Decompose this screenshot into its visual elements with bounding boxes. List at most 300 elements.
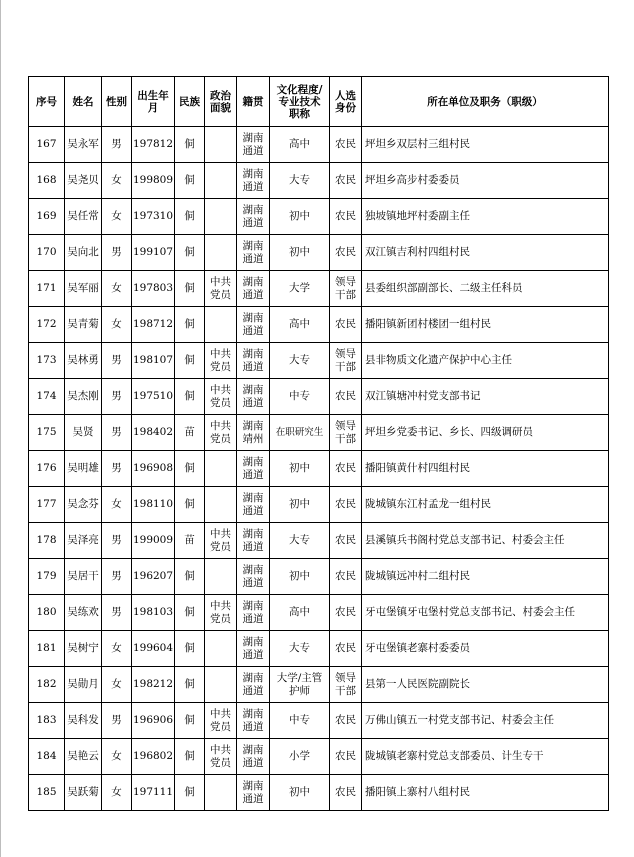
- cell-politics: [205, 739, 237, 775]
- cell-identity-line: 农民: [335, 210, 356, 222]
- cell-politics-line: 党员: [210, 432, 231, 445]
- cell-name: 吴任常: [65, 199, 102, 235]
- cell-identity: [330, 379, 362, 415]
- cell-education: [270, 379, 330, 415]
- cell-education: [270, 415, 330, 451]
- cell-identity-line: 干部: [335, 432, 356, 445]
- cell-origin-line: 湖南: [242, 347, 264, 360]
- cell-identity: [330, 415, 362, 451]
- cell-origin-line: 通道: [242, 720, 264, 733]
- cell-education: [270, 307, 330, 343]
- cell-identity-line: 农民: [335, 138, 356, 150]
- cell-gender: 男: [102, 559, 132, 595]
- cell-origin: [237, 307, 270, 343]
- header-ethnicity: 民族: [175, 77, 205, 127]
- cell-name: 吴练欢: [65, 595, 102, 631]
- table-row: [29, 451, 609, 487]
- cell-education-line: 初中: [289, 462, 310, 474]
- cell-politics: [205, 451, 237, 487]
- cell-politics-line: 中共: [210, 527, 231, 540]
- cell-identity: [330, 451, 362, 487]
- cell-politics-line: 中共: [210, 275, 231, 288]
- cell-identity: [330, 559, 362, 595]
- cell-origin-line: 通道: [242, 612, 264, 625]
- cell-politics: [205, 199, 237, 235]
- cell-origin: [237, 487, 270, 523]
- cell-unit: 陇城镇东江村孟龙一组村民: [362, 487, 609, 523]
- cell-birth: 199604: [132, 631, 175, 667]
- cell-gender: 男: [102, 127, 132, 163]
- cell-politics-line: 中共: [210, 383, 231, 396]
- cell-origin-line: 通道: [242, 648, 264, 661]
- header-unit: 所在单位及职务（职级）: [362, 77, 609, 127]
- header-identity-line2: 身份: [335, 101, 356, 114]
- cell-origin-line: 通道: [242, 684, 264, 697]
- cell-origin-line: 湖南: [242, 203, 264, 216]
- cell-seq: 175: [29, 415, 65, 451]
- cell-unit: 双江镇塘冲村党支部书记: [362, 379, 609, 415]
- cell-identity: [330, 739, 362, 775]
- cell-education: [270, 595, 330, 631]
- cell-name: 吴艳云: [65, 739, 102, 775]
- cell-education-line: 大学: [289, 282, 310, 294]
- cell-origin: [237, 163, 270, 199]
- cell-origin-line: 通道: [242, 360, 264, 373]
- cell-seq: 185: [29, 775, 65, 811]
- cell-birth: 196908: [132, 451, 175, 487]
- header-origin: 籍贯: [237, 77, 270, 127]
- header-birth: [132, 77, 175, 127]
- cell-origin-line: 通道: [242, 792, 264, 805]
- cell-birth: 196906: [132, 703, 175, 739]
- cell-seq: 181: [29, 631, 65, 667]
- page-left-edge: [0, 0, 1, 857]
- cell-unit: 县委组织部副部长、二级主任科员: [362, 271, 609, 307]
- cell-politics: [205, 667, 237, 703]
- table-row: [29, 127, 609, 163]
- cell-origin: [237, 343, 270, 379]
- cell-politics: [205, 487, 237, 523]
- cell-unit: 牙屯堡镇牙屯堡村党总支部书记、村委会主任: [362, 595, 609, 631]
- cell-gender: 男: [102, 595, 132, 631]
- cell-identity: [330, 199, 362, 235]
- cell-politics: [205, 703, 237, 739]
- cell-origin: [237, 127, 270, 163]
- cell-identity-line: 领导: [335, 347, 356, 360]
- cell-origin-line: 通道: [242, 252, 264, 265]
- cell-unit: 陇城镇远冲村二组村民: [362, 559, 609, 595]
- cell-unit: 坪坦乡高步村委委员: [362, 163, 609, 199]
- table-row: [29, 739, 609, 775]
- cell-seq: 177: [29, 487, 65, 523]
- cell-ethnicity: 侗: [175, 667, 205, 703]
- cell-politics: [205, 523, 237, 559]
- cell-gender: 女: [102, 271, 132, 307]
- cell-education: [270, 703, 330, 739]
- header-education-line3: 职称: [289, 107, 310, 120]
- header-education: [270, 77, 330, 127]
- cell-ethnicity: 侗: [175, 163, 205, 199]
- cell-politics: [205, 235, 237, 271]
- cell-identity-line: 农民: [335, 786, 356, 798]
- cell-ethnicity: 侗: [175, 271, 205, 307]
- table-row: [29, 631, 609, 667]
- header-gender: 性别: [102, 77, 132, 127]
- cell-birth: 198402: [132, 415, 175, 451]
- cell-gender: 女: [102, 667, 132, 703]
- cell-education: [270, 559, 330, 595]
- cell-politics: [205, 307, 237, 343]
- cell-gender: 男: [102, 343, 132, 379]
- cell-politics-line: 党员: [210, 288, 231, 301]
- cell-education-line: 初中: [289, 210, 310, 222]
- header-education-line2: 专业技术: [278, 95, 321, 108]
- cell-education: [270, 739, 330, 775]
- cell-origin-line: 通道: [242, 144, 264, 157]
- cell-seq: 179: [29, 559, 65, 595]
- cell-identity-line: 干部: [335, 360, 356, 373]
- cell-gender: 女: [102, 739, 132, 775]
- cell-ethnicity: 侗: [175, 595, 205, 631]
- cell-gender: 女: [102, 163, 132, 199]
- cell-seq: 184: [29, 739, 65, 775]
- cell-identity-line: 农民: [335, 390, 356, 402]
- cell-origin: [237, 559, 270, 595]
- cell-identity-line: 干部: [335, 288, 356, 301]
- table-row: [29, 415, 609, 451]
- cell-unit: 播阳镇黄什村四组村民: [362, 451, 609, 487]
- cell-birth: 197310: [132, 199, 175, 235]
- cell-seq: 174: [29, 379, 65, 415]
- table-row: [29, 667, 609, 703]
- cell-education-line: 高中: [289, 318, 310, 330]
- cell-education: [270, 631, 330, 667]
- cell-birth: 196207: [132, 559, 175, 595]
- cell-ethnicity: 侗: [175, 199, 205, 235]
- cell-identity-line: 农民: [335, 462, 356, 474]
- cell-education-line: 大专: [289, 534, 310, 546]
- cell-politics-line: 党员: [210, 540, 231, 553]
- cell-education-line: 小学: [289, 750, 310, 762]
- cell-origin-line: 湖南: [242, 383, 264, 396]
- cell-ethnicity: 侗: [175, 559, 205, 595]
- cell-ethnicity: 侗: [175, 451, 205, 487]
- cell-origin-line: 湖南: [242, 167, 264, 180]
- cell-origin: [237, 631, 270, 667]
- cell-origin-line: 湖南: [242, 131, 264, 144]
- cell-origin: [237, 235, 270, 271]
- header-row: [29, 77, 609, 127]
- cell-name: 吴念芬: [65, 487, 102, 523]
- cell-name: 吴泽亮: [65, 523, 102, 559]
- cell-politics-line: 中共: [210, 419, 231, 432]
- cell-birth: 198212: [132, 667, 175, 703]
- cell-name: 吴科发: [65, 703, 102, 739]
- cell-identity: [330, 271, 362, 307]
- cell-education-line: 中专: [289, 714, 310, 726]
- cell-unit: 县非物质文化遗产保护中心主任: [362, 343, 609, 379]
- cell-ethnicity: 侗: [175, 487, 205, 523]
- cell-name: 吴军丽: [65, 271, 102, 307]
- cell-gender: 女: [102, 775, 132, 811]
- cell-unit: 播阳镇新团村楼团一组村民: [362, 307, 609, 343]
- cell-origin-line: 湖南: [242, 599, 264, 612]
- header-politics-line1: 政治: [210, 89, 231, 102]
- cell-identity-line: 领导: [335, 275, 356, 288]
- cell-identity-line: 农民: [335, 498, 356, 510]
- cell-seq: 180: [29, 595, 65, 631]
- cell-origin: [237, 451, 270, 487]
- cell-identity-line: 农民: [335, 318, 356, 330]
- cell-gender: 女: [102, 631, 132, 667]
- table-row: [29, 307, 609, 343]
- cell-unit: 坪坦乡党委书记、乡长、四级调研员: [362, 415, 609, 451]
- cell-name: 吴杰刚: [65, 379, 102, 415]
- cell-name: 吴林勇: [65, 343, 102, 379]
- cell-name: 吴青菊: [65, 307, 102, 343]
- cell-origin-line: 通道: [242, 396, 264, 409]
- cell-seq: 176: [29, 451, 65, 487]
- cell-origin-line: 通道: [242, 576, 264, 589]
- cell-identity: [330, 595, 362, 631]
- cell-education: [270, 235, 330, 271]
- header-seq: 序号: [29, 77, 65, 127]
- cell-name: 吴贤: [65, 415, 102, 451]
- cell-ethnicity: 侗: [175, 379, 205, 415]
- cell-unit: 万佛山镇五一村党支部书记、村委会主任: [362, 703, 609, 739]
- cell-birth: 198110: [132, 487, 175, 523]
- cell-unit: 坪坦乡双层村三组村民: [362, 127, 609, 163]
- cell-origin-line: 湖南: [242, 743, 264, 756]
- cell-unit: 独坡镇地坪村委副主任: [362, 199, 609, 235]
- cell-education-line: 大学/主管: [276, 671, 323, 684]
- cell-gender: 男: [102, 235, 132, 271]
- cell-origin: [237, 379, 270, 415]
- cell-identity: [330, 127, 362, 163]
- cell-name: 吴跃菊: [65, 775, 102, 811]
- cell-name: 吴居干: [65, 559, 102, 595]
- cell-name: 吴明雄: [65, 451, 102, 487]
- cell-birth: 198103: [132, 595, 175, 631]
- cell-name: 吴向北: [65, 235, 102, 271]
- cell-origin: [237, 415, 270, 451]
- cell-origin-line: 湖南: [242, 707, 264, 720]
- cell-origin-line: 湖南: [242, 311, 264, 324]
- cell-politics: [205, 271, 237, 307]
- cell-seq: 168: [29, 163, 65, 199]
- cell-origin-line: 湖南: [242, 563, 264, 576]
- cell-education: [270, 523, 330, 559]
- cell-origin-line: 通道: [242, 288, 264, 301]
- cell-unit: 牙屯堡镇老寨村委委员: [362, 631, 609, 667]
- cell-seq: 170: [29, 235, 65, 271]
- cell-education: [270, 127, 330, 163]
- cell-politics-line: 党员: [210, 756, 231, 769]
- cell-education-line: 中专: [289, 390, 310, 402]
- cell-birth: 197111: [132, 775, 175, 811]
- cell-gender: 女: [102, 199, 132, 235]
- cell-origin: [237, 703, 270, 739]
- cell-unit: 播阳镇上寨村八组村民: [362, 775, 609, 811]
- cell-education-line: 护师: [289, 684, 310, 697]
- cell-education-line: 高中: [289, 138, 310, 150]
- cell-politics: [205, 595, 237, 631]
- cell-birth: 197803: [132, 271, 175, 307]
- cell-birth: 197510: [132, 379, 175, 415]
- cell-identity: [330, 487, 362, 523]
- cell-education: [270, 667, 330, 703]
- cell-politics-line: 中共: [210, 743, 231, 756]
- cell-education-line: 高中: [289, 606, 310, 618]
- cell-identity: [330, 703, 362, 739]
- cell-education: [270, 199, 330, 235]
- cell-identity-line: 农民: [335, 174, 356, 186]
- table-header: [29, 77, 609, 127]
- cell-origin-line: 通道: [242, 216, 264, 229]
- cell-politics-line: 中共: [210, 599, 231, 612]
- cell-seq: 167: [29, 127, 65, 163]
- table-row: [29, 343, 609, 379]
- cell-origin-line: 通道: [242, 504, 264, 517]
- table-row: [29, 703, 609, 739]
- cell-origin: [237, 271, 270, 307]
- cell-origin: [237, 739, 270, 775]
- cell-origin: [237, 523, 270, 559]
- cell-identity-line: 农民: [335, 714, 356, 726]
- cell-identity-line: 农民: [335, 606, 356, 618]
- cell-identity: [330, 667, 362, 703]
- cell-name: 吴勋月: [65, 667, 102, 703]
- cell-politics: [205, 415, 237, 451]
- cell-identity-line: 领导: [335, 671, 356, 684]
- cell-origin: [237, 199, 270, 235]
- cell-origin-line: 湖南: [242, 671, 264, 684]
- cell-seq: 172: [29, 307, 65, 343]
- cell-unit: 双江镇吉利村四组村民: [362, 235, 609, 271]
- cell-politics-line: 党员: [210, 360, 231, 373]
- cell-ethnicity: 侗: [175, 307, 205, 343]
- table-row: [29, 199, 609, 235]
- cell-ethnicity: 侗: [175, 235, 205, 271]
- table-body: [29, 127, 609, 811]
- cell-education-line: 大专: [289, 174, 310, 186]
- header-education-line1: 文化程度/: [276, 83, 323, 96]
- cell-politics-line: 党员: [210, 720, 231, 733]
- cell-politics: [205, 127, 237, 163]
- header-birth-line1: 出生年: [137, 89, 169, 102]
- cell-education-line: 大专: [289, 354, 310, 366]
- table-row: [29, 379, 609, 415]
- cell-politics: [205, 775, 237, 811]
- table-row: [29, 559, 609, 595]
- cell-ethnicity: 侗: [175, 739, 205, 775]
- cell-unit: 陇城镇老寨村党总支部委员、计生专干: [362, 739, 609, 775]
- cell-seq: 178: [29, 523, 65, 559]
- cell-gender: 女: [102, 487, 132, 523]
- header-politics-line2: 面貌: [210, 101, 231, 114]
- cell-identity-line: 农民: [335, 534, 356, 546]
- cell-origin-line: 湖南: [242, 455, 264, 468]
- cell-education: [270, 271, 330, 307]
- cell-gender: 男: [102, 415, 132, 451]
- cell-politics: [205, 343, 237, 379]
- cell-politics-line: 中共: [210, 707, 231, 720]
- header-identity: [330, 77, 362, 127]
- cell-name: 吴尧贝: [65, 163, 102, 199]
- cell-origin-line: 湖南: [242, 527, 264, 540]
- cell-identity: [330, 523, 362, 559]
- header-politics: [205, 77, 237, 127]
- cell-birth: 198712: [132, 307, 175, 343]
- cell-unit: 县溪镇兵书阁村党总支部书记、村委会主任: [362, 523, 609, 559]
- cell-birth: 199009: [132, 523, 175, 559]
- cell-origin-line: 湖南: [242, 239, 264, 252]
- header-name: 姓名: [65, 77, 102, 127]
- table-row: [29, 163, 609, 199]
- cell-seq: 183: [29, 703, 65, 739]
- cell-education-line: 初中: [289, 498, 310, 510]
- cell-birth: 197812: [132, 127, 175, 163]
- cell-education-line: 在职研究生: [275, 427, 324, 438]
- cell-name: 吴树宁: [65, 631, 102, 667]
- cell-education: [270, 487, 330, 523]
- cell-gender: 男: [102, 379, 132, 415]
- cell-birth: 196802: [132, 739, 175, 775]
- cell-origin-line: 通道: [242, 468, 264, 481]
- cell-ethnicity: 侗: [175, 703, 205, 739]
- cell-education: [270, 775, 330, 811]
- table-row: [29, 595, 609, 631]
- cell-seq: 169: [29, 199, 65, 235]
- cell-gender: 男: [102, 523, 132, 559]
- cell-politics-line: 党员: [210, 396, 231, 409]
- cell-education: [270, 451, 330, 487]
- cell-identity: [330, 631, 362, 667]
- cell-origin-line: 湖南: [242, 275, 264, 288]
- cell-origin-line: 靖州: [242, 432, 264, 445]
- cell-origin-line: 通道: [242, 324, 264, 337]
- cell-identity-line: 农民: [335, 570, 356, 582]
- cell-politics: [205, 163, 237, 199]
- cell-identity-line: 农民: [335, 642, 356, 654]
- cell-education: [270, 343, 330, 379]
- cell-birth: 199107: [132, 235, 175, 271]
- cell-politics: [205, 559, 237, 595]
- cell-origin: [237, 775, 270, 811]
- cell-seq: 182: [29, 667, 65, 703]
- cell-origin-line: 湖南: [242, 419, 264, 432]
- cell-origin-line: 通道: [242, 756, 264, 769]
- cell-identity: [330, 163, 362, 199]
- cell-education-line: 初中: [289, 570, 310, 582]
- cell-politics: [205, 379, 237, 415]
- cell-education-line: 初中: [289, 246, 310, 258]
- cell-gender: 女: [102, 307, 132, 343]
- cell-gender: 男: [102, 703, 132, 739]
- cell-identity-line: 干部: [335, 684, 356, 697]
- candidate-table: [28, 76, 609, 811]
- table-row: [29, 487, 609, 523]
- cell-ethnicity: 侗: [175, 343, 205, 379]
- cell-origin-line: 通道: [242, 540, 264, 553]
- cell-identity-line: 领导: [335, 419, 356, 432]
- header-identity-line1: 人选: [335, 89, 356, 102]
- cell-education-line: 大专: [289, 642, 310, 654]
- cell-name: 吴永军: [65, 127, 102, 163]
- cell-identity-line: 农民: [335, 246, 356, 258]
- cell-seq: 173: [29, 343, 65, 379]
- cell-ethnicity: 苗: [175, 523, 205, 559]
